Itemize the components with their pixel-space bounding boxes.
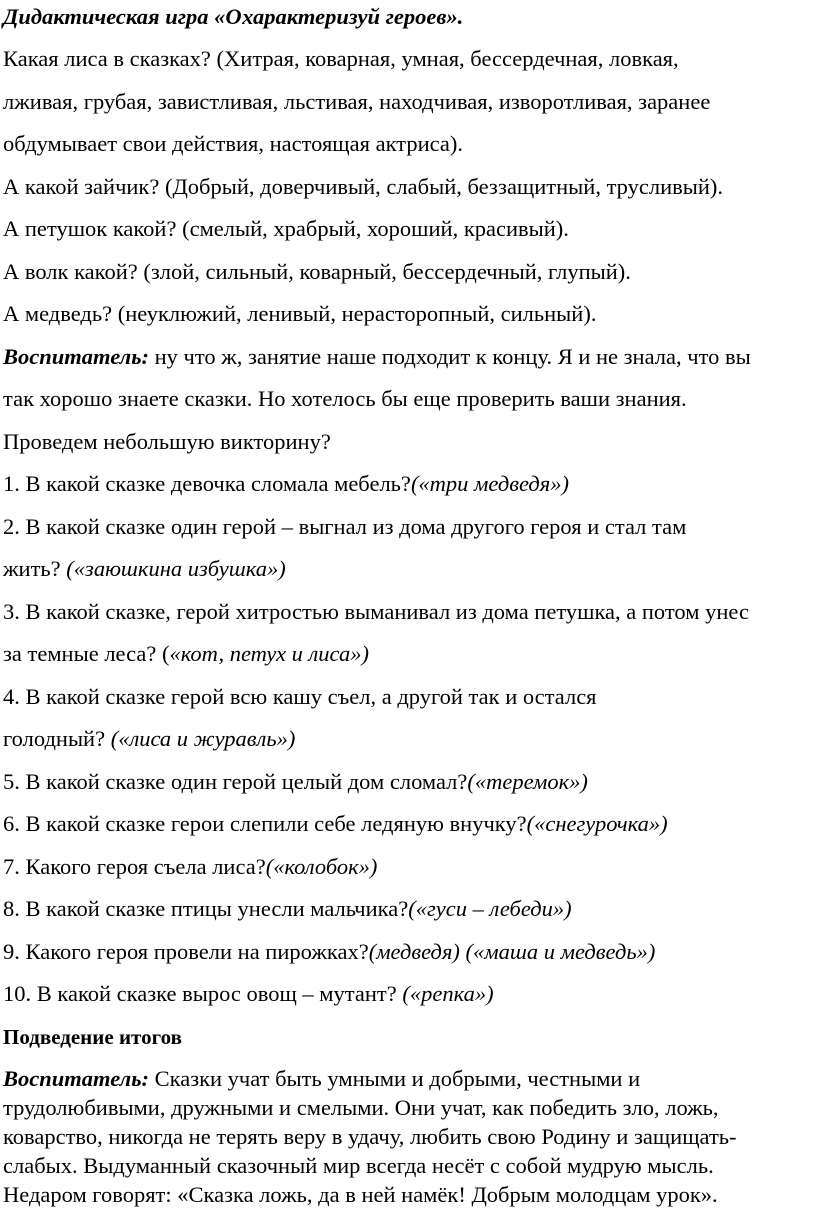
answer-text: («теремок») — [467, 769, 588, 794]
question-text: 5. В какой сказке один герой целый дом сломал? — [3, 769, 468, 794]
question-text: голодный? — [3, 726, 111, 751]
answer-text: (медведя) («маша и медведь») — [368, 939, 656, 964]
quiz-question-2-cont — [3, 555, 286, 583]
teacher-speech-line — [3, 343, 751, 371]
quiz-question-9 — [3, 938, 655, 966]
quiz-question-3: 3. В какой сказке, герой хитростью выманивал из дома петушка, а потом унес — [3, 599, 749, 624]
quiz-question-3-cont — [3, 640, 369, 668]
answer-text: («гуси – лебеди») — [408, 896, 572, 921]
question-text: 1. В какой сказке девочка сломала мебель? — [3, 471, 411, 496]
quiz-question-2: 2. В какой сказке один герой – выгнал из дома другого героя и стал там — [3, 514, 687, 539]
quiz-question-4-cont — [3, 725, 295, 753]
text-line: лживая, грубая, завистливая, льстивая, находчивая, изворотливая, заранее — [3, 89, 711, 114]
summary-speech-line — [3, 1065, 640, 1093]
text-line: Какая лиса в сказках? (Хитрая, коварная, умная, бессердечная, ловкая, — [3, 46, 679, 71]
question-text: за темные леса? ( — [3, 641, 170, 666]
text-line: коварство, никогда не терять веру в удачу, любить свою Родину и защищать- — [3, 1124, 737, 1149]
question-text: 6. В какой сказке герои слепили себе ледяную внучку? — [3, 811, 527, 836]
answer-text: («репка») — [402, 981, 494, 1006]
speech-text: Сказки учат быть умными и добрыми, честными и — [148, 1066, 641, 1091]
speaker-label: Воспитатель: — [3, 344, 149, 369]
question-text: 10. В какой сказке вырос овощ – мутант? — [3, 981, 403, 1006]
answer-text: («три медведя») — [410, 471, 569, 496]
text-line: А медведь? (неуклюжий, ленивый, нерасторопный, сильный). — [3, 301, 597, 326]
text-line: А волк какой? (злой, сильный, коварный, бессердечный, глупый). — [3, 259, 631, 284]
quiz-question-6 — [3, 810, 668, 838]
quiz-question-7 — [3, 853, 377, 881]
question-text: 9. Какого героя провели на пирожках? — [3, 939, 369, 964]
question-text: жить? — [3, 556, 67, 581]
question-text: 7. Какого героя съела лиса? — [3, 854, 266, 879]
text-line: трудолюбивыми, дружными и смелыми. Они учат, как победить зло, ложь, — [3, 1095, 719, 1120]
text-line: А петушок какой? (смелый, храбрый, хороший, красивый). — [3, 216, 569, 241]
answer-text: («лиса и журавль») — [110, 726, 296, 751]
speaker-label: Воспитатель: — [3, 1066, 149, 1091]
game-title: Дидактическая игра «Охарактеризуй героев». — [3, 4, 464, 29]
answer-text: «кот, петух и лиса») — [169, 641, 369, 666]
quiz-question-8 — [3, 895, 572, 923]
text-line: слабых. Выдуманный сказочный мир всегда несёт с собой мудрую мысль. — [3, 1153, 714, 1178]
summary-heading: Подведение итогов — [3, 1025, 182, 1049]
text-line: А какой зайчик? (Добрый, доверчивый, слабый, беззащитный, трусливый). — [3, 174, 724, 199]
quiz-question-10 — [3, 980, 494, 1008]
quiz-question-1 — [3, 470, 569, 498]
speech-text: ну что ж, занятие наше подходит к концу. Я и не знала, что вы — [148, 344, 751, 369]
quiz-question-4: 4. В какой сказке герой всю кашу съел, а другой так и остался — [3, 684, 597, 709]
answer-text: («снегурочка») — [526, 811, 668, 836]
text-line: так хорошо знаете сказки. Но хотелось бы еще проверить ваши знания. — [3, 386, 687, 411]
text-line: Проведем небольшую викторину? — [3, 429, 331, 454]
answer-text: («колобок») — [265, 854, 378, 879]
text-line: обдумывает свои действия, настоящая актриса). — [3, 131, 463, 156]
quiz-question-5 — [3, 768, 588, 796]
answer-text: («заюшкина избушка») — [66, 556, 286, 581]
text-line: Недаром говорят: «Сказка ложь, да в ней намёк! Добрым молодцам урок». — [3, 1182, 718, 1207]
question-text: 8. В какой сказке птицы унесли мальчика? — [3, 896, 409, 921]
